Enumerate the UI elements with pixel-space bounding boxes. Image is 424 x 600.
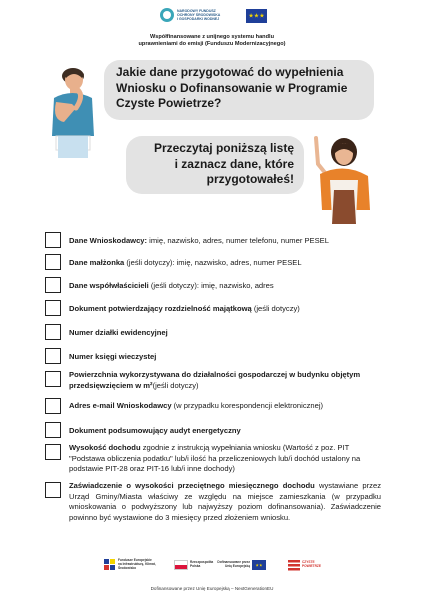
pointing-woman-illustration bbox=[306, 134, 378, 226]
checkbox[interactable] bbox=[45, 371, 61, 387]
checklist-item-text: Adres e-mail Wnioskodawcy (w przypadku korespondencji elektronicznej) bbox=[69, 401, 324, 410]
subtitle-line-1: Współfinansowane z unijnego systemu handlu bbox=[149, 34, 274, 40]
checkbox[interactable] bbox=[45, 232, 61, 248]
polish-flag-icon bbox=[174, 560, 188, 570]
eu-flag-icon: ★★ bbox=[252, 560, 266, 570]
checkbox[interactable] bbox=[45, 277, 61, 293]
checklist-item-text: Dokument potwierdzający rozdzielność majątkową (jeśli dotyczy) bbox=[69, 304, 300, 313]
question-bubble bbox=[104, 60, 374, 120]
answer-line-2: i zaznacz dane, które bbox=[174, 156, 294, 171]
checklist-item-text: Powierzchnia wykorzystywana do działalności gospodarczej w budynku objętym przedsięwzięciem w m²(jeśli dotyczy) bbox=[69, 370, 361, 390]
question-line-1: Jakie dane przygotować do wypełnienia bbox=[116, 65, 344, 79]
checkbox[interactable] bbox=[45, 482, 61, 498]
checkbox[interactable] bbox=[45, 444, 61, 460]
answer-line-3: przygotowałeś! bbox=[206, 172, 294, 186]
fe-emblem-icon bbox=[104, 559, 116, 571]
checklist-item-text: Numer księgi wieczystej bbox=[69, 352, 157, 361]
rp-logo bbox=[174, 556, 218, 574]
thinking-man-illustration bbox=[42, 62, 102, 158]
fe-logo-text: Fundusze Europejskie na Infrastrukturę, Klimat, Środowisko bbox=[118, 558, 156, 570]
subtitle-line-2: uprawnieniami do emisji (Funduszu Modernizacyjnego) bbox=[138, 41, 286, 47]
eu-cofinanced-logo bbox=[214, 556, 266, 574]
nfosigw-logo-text: NARODOWY FUNDUSZ OCHRONY ŚRODOWISKA I GOSPODARKI WODNEJ bbox=[177, 9, 221, 21]
eu-logo-text: Dofinansowane przez Unię Europejską bbox=[217, 560, 250, 568]
checklist-item-text: Numer działki ewidencyjnej bbox=[69, 328, 168, 337]
checklist-item-text: Dokument podsumowujący audyt energetyczny bbox=[69, 426, 241, 435]
czyste-powietrze-text: CZYSTE POWIETRZE bbox=[302, 560, 321, 568]
checkbox[interactable] bbox=[45, 300, 61, 316]
nfosigw-emblem-icon bbox=[160, 8, 174, 22]
checklist-item-text: Wysokość dochodu zgodnie z instrukcją wypełniania wniosku (Wartość z poz. PIT "Podstawa obliczenia podatku" lub/i ilość ha przeliczeniowych lub/i dochód ustalony na podstawie PIT-28 oraz PIT-16 lub/i inne dochody) bbox=[69, 443, 361, 473]
checklist-item-text: Dane małżonka (jeśli dotyczy): imię, nazwisko, adres, numer PESEL bbox=[69, 258, 302, 267]
checklist-item-text: Zaświadczenie o wysokości przeciętnego miesięcznego dochodu wystawiane przez Urząd Gminy/Miasta właściwy ze względu na miejsce zamieszkania (w przypadku wnioskowania o podwyższony lub najwyższy poziom dofinansowania). Zaświadczenie powinno być wystawione do 3 miesięcy przed złożeniem wniosku. bbox=[69, 481, 381, 522]
checklist-item-text: Dane Wnioskodawcy: imię, nazwisko, adres, numer telefonu, numer PESEL bbox=[69, 236, 329, 245]
fe-infrastruktura-logo bbox=[104, 556, 156, 574]
eu-flag-icon: ★★★ bbox=[246, 9, 267, 23]
checkbox[interactable] bbox=[45, 348, 61, 364]
footer-note: Dofinansowane przez Unię Europejską – NextGenerationEU bbox=[150, 586, 274, 591]
czyste-powietrze-logo bbox=[288, 556, 322, 574]
czyste-powietrze-icon bbox=[288, 559, 300, 571]
header-logos bbox=[0, 8, 424, 30]
checklist-item-text: Dane współwłaścicieli (jeśli dotyczy): imię, nazwisko, adres bbox=[69, 281, 274, 290]
answer-bubble bbox=[126, 136, 304, 194]
footer-logos bbox=[0, 556, 424, 580]
checkbox[interactable] bbox=[45, 254, 61, 270]
checkbox[interactable] bbox=[45, 422, 61, 438]
question-line-2: Wniosku o Dofinansowanie w Programie bbox=[116, 80, 348, 95]
rp-logo-text: Rzeczpospolita Polska bbox=[190, 560, 214, 568]
checkbox[interactable] bbox=[45, 324, 61, 340]
question-line-3: Czyste Powietrze? bbox=[116, 96, 222, 110]
cofinancing-subtitle bbox=[0, 34, 424, 48]
answer-line-1: Przeczytaj poniższą listę bbox=[153, 141, 294, 155]
checkbox[interactable] bbox=[45, 398, 61, 414]
nfosigw-logo bbox=[160, 8, 221, 22]
